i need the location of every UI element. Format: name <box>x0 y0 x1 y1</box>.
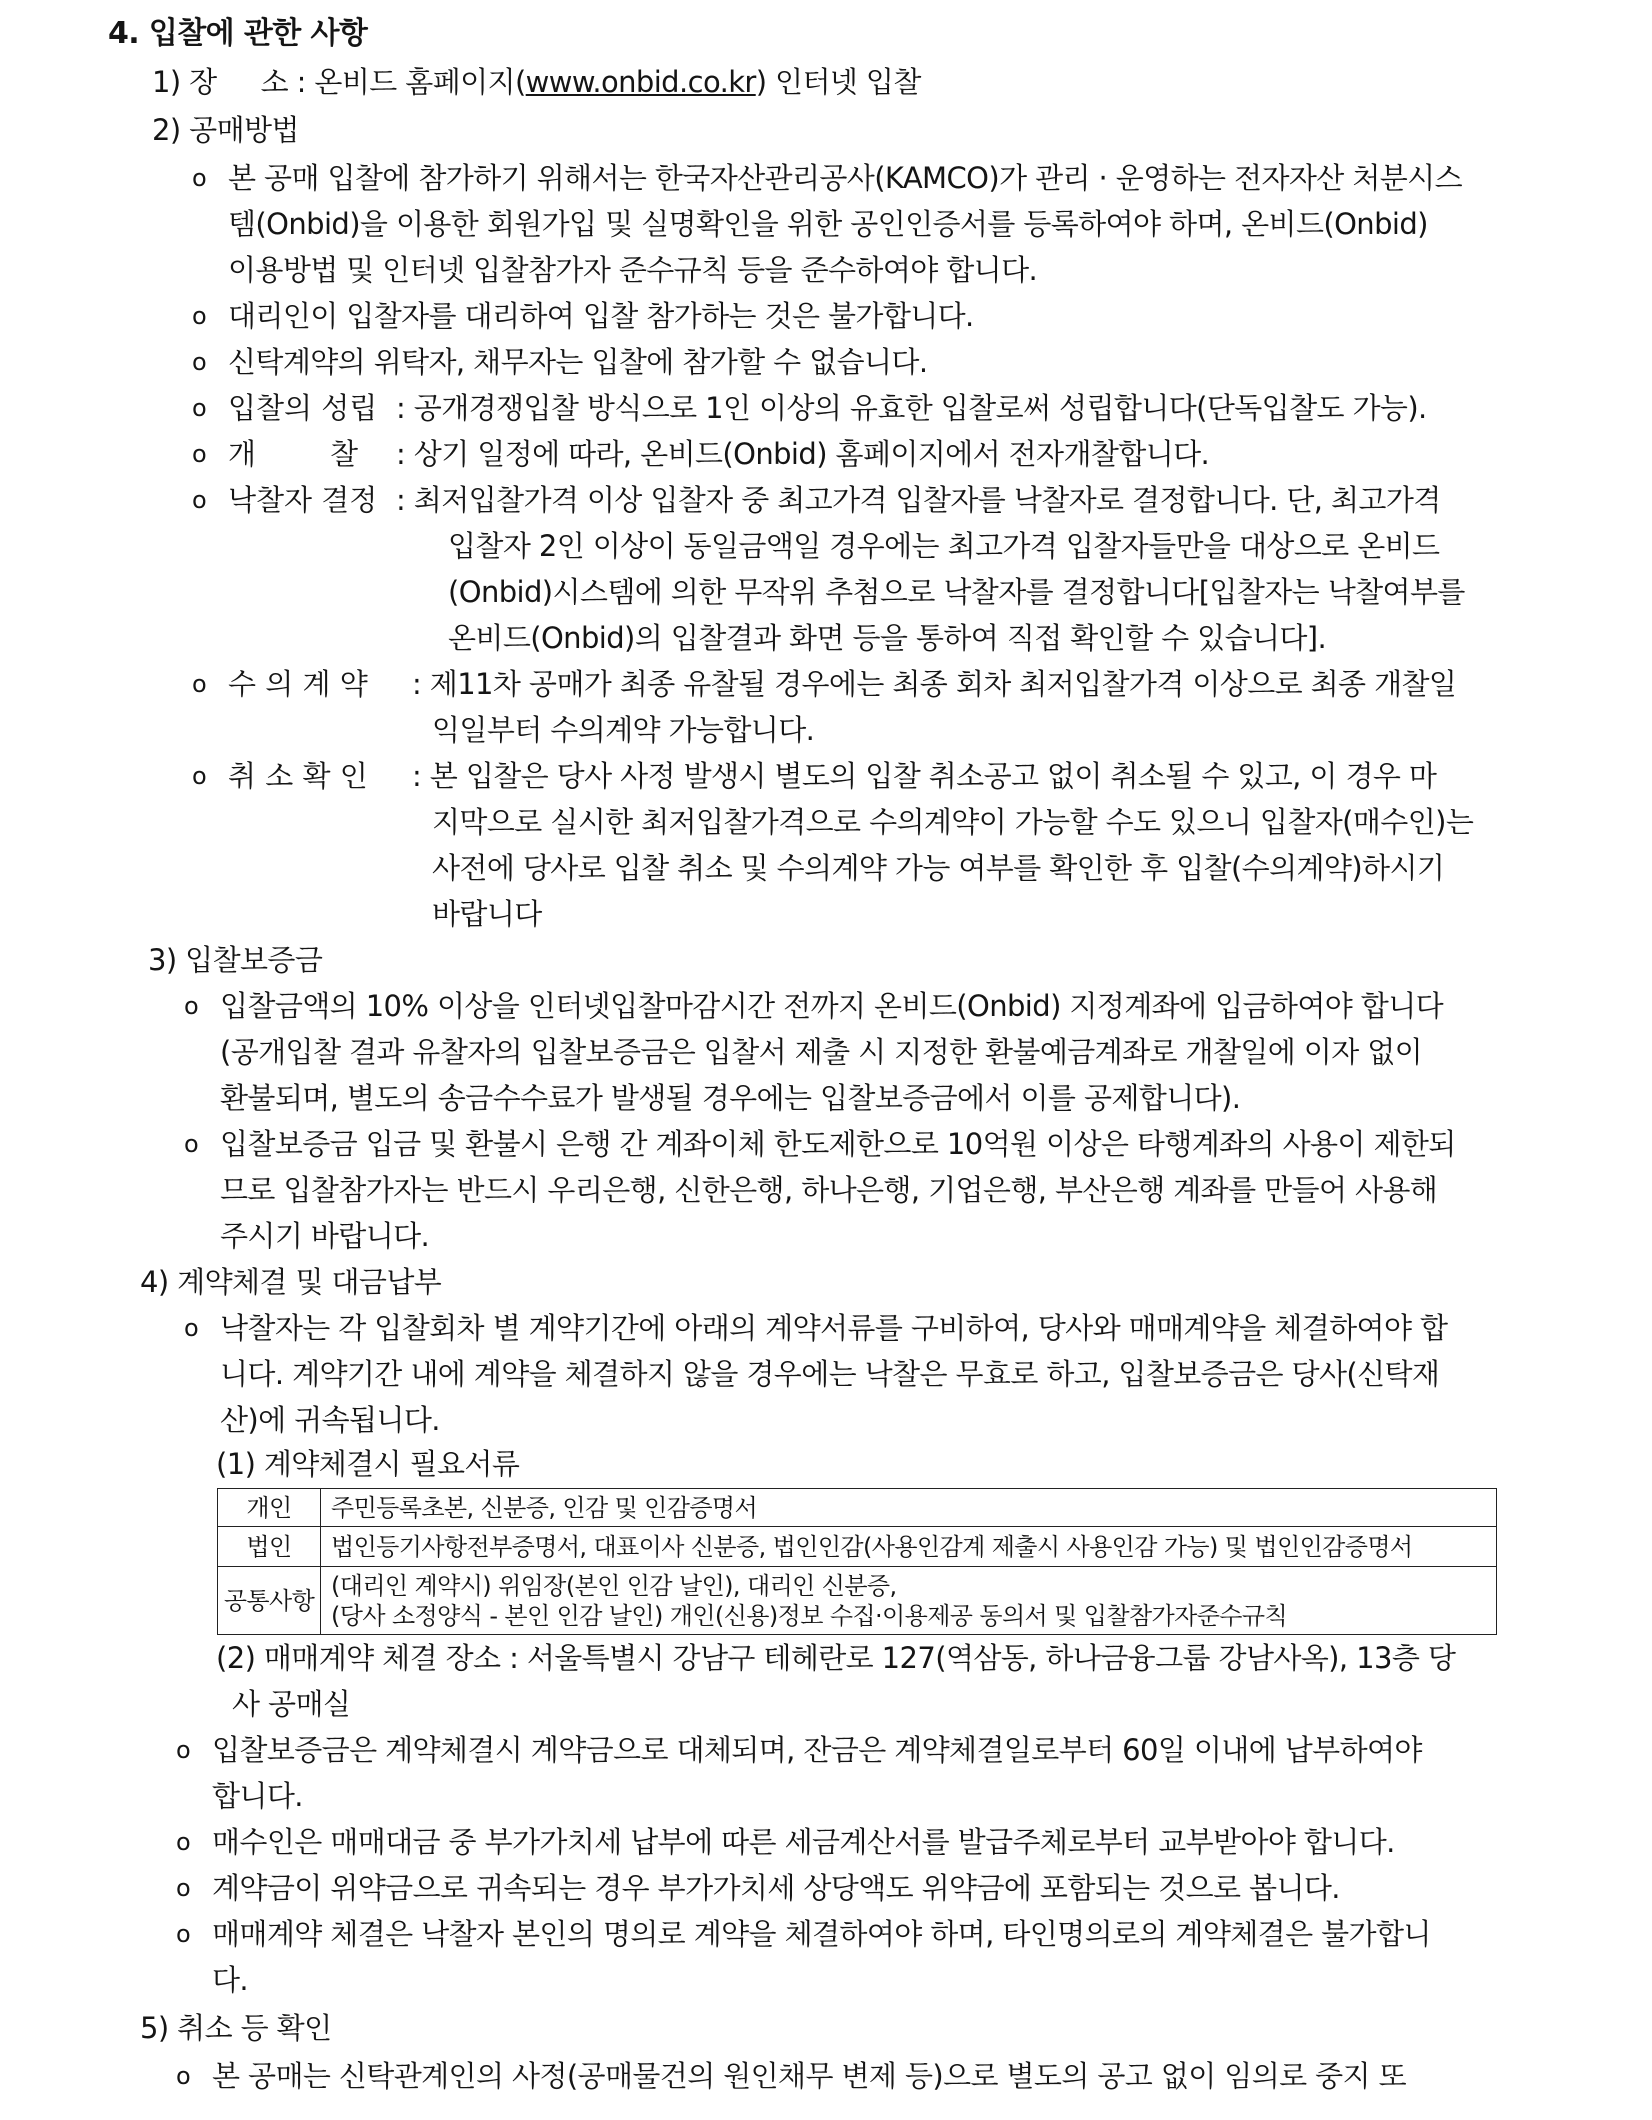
method-para-1-line-3: 이용방법 및 인터넷 입찰참가자 준수규칙 등을 준수하여야 합니다. <box>228 253 1038 287</box>
bullet-icon: o <box>184 1130 199 1158</box>
table-value-cell <box>321 1489 1497 1527</box>
contract-para-1-line-3: 산)에 귀속됩니다. <box>220 1403 440 1437</box>
table-row <box>218 1567 1497 1635</box>
bullet-icon: o <box>184 1314 199 1342</box>
table-key-cell: 개인 <box>218 1489 321 1527</box>
table-value-cell <box>321 1527 1497 1567</box>
location-tail: ) 인터넷 입찰 <box>755 65 921 99</box>
required-docs-subheading: (1) 계약체결시 필요서류 <box>216 1447 520 1481</box>
contract-para-3: 매수인은 매매대금 중 부가가치세 납부에 따른 세금계산서를 발급주체로부터 교부받아야 합니다. <box>212 1825 1395 1859</box>
contract-para-4: 계약금이 위약금으로 귀속되는 경우 부가가치세 상당액도 위약금에 포함되는 것으로 봅니다. <box>212 1871 1340 1905</box>
onbid-link[interactable]: www.onbid.co.kr <box>525 65 756 99</box>
section-title: 4. 입찰에 관한 사항 <box>108 16 368 51</box>
winner-decision-line-2: 입찰자 2인 이상이 동일금액일 경우에는 최고가격 입찰자들만을 대상으로 온비드 <box>448 529 1440 563</box>
required-docs-table <box>217 1488 1497 1635</box>
deposit-para-2-line-1: 입찰보증금 입금 및 환불시 은행 간 계좌이체 한도제한으로 10억원 이상은 타행계좌의 사용이 제한되 <box>220 1127 1456 1161</box>
bullet-icon: o <box>192 486 207 514</box>
bullet-icon: o <box>176 1920 191 1948</box>
cancellation-check-line-2: 지막으로 실시한 최저입찰가격으로 수의계약이 가능할 수도 있으니 입찰자(매수인)는 <box>432 805 1474 839</box>
contract-place-line-2: 사 공매실 <box>232 1687 351 1721</box>
cancellation-check-line-1: : 본 입찰은 당사 사정 발생시 별도의 입찰 취소공고 없이 취소될 수 있고, 이 경우 마 <box>412 759 1437 793</box>
cancellation-check-line-4: 바랍니다 <box>432 897 542 931</box>
deposit-para-2-line-2: 므로 입찰참가자는 반드시 우리은행, 신한은행, 하나은행, 기업은행, 부산은행 계좌를 만들어 사용해 <box>220 1173 1438 1207</box>
deposit-para-1-line-1: 입찰금액의 10% 이상을 인터넷입찰마감시간 전까지 온비드(Onbid) 지정계좌에 입금하여야 합니다 <box>220 989 1444 1023</box>
location-line <box>152 64 921 100</box>
bid-formation-text: : 공개경쟁입찰 방식으로 1인 이상의 유효한 입찰로써 성립합니다(단독입찰도 가능). <box>396 391 1427 425</box>
contract-para-1-line-1: 낙찰자는 각 입찰회차 별 계약기간에 아래의 계약서류를 구비하여, 당사와 매매계약을 체결하여야 합 <box>220 1311 1448 1345</box>
contract-para-2-line-2: 합니다. <box>212 1779 303 1813</box>
table-value-line: (대리인 계약시) 위임장(본인 인감 날인), 대리인 신분증, <box>331 1571 897 1600</box>
private-contract-label: 수 의 계 약 <box>228 667 368 701</box>
method-para-3: 신탁계약의 위탁자, 채무자는 입찰에 참가할 수 없습니다. <box>228 345 928 379</box>
bid-opening-text: : 상기 일정에 따라, 온비드(Onbid) 홈페이지에서 전자개찰합니다. <box>396 437 1210 471</box>
method-para-1-line-1: 본 공매 입찰에 참가하기 위해서는 한국자산관리공사(KAMCO)가 관리 · 운영하는 전자자산 처분시스 <box>228 161 1462 195</box>
bid-opening-label-b: 찰 <box>330 437 359 471</box>
location-number: 1) 장 <box>152 65 217 99</box>
bullet-icon: o <box>176 2062 191 2090</box>
bullet-icon: o <box>192 302 207 330</box>
bid-opening-label-a: 개 <box>228 437 257 471</box>
table-value-line: 법인등기사항전부증명서, 대표이사 신분증, 법인인감(사용인감계 제출시 사용인감 가능) 및 법인인감증명서 <box>331 1532 1413 1561</box>
table-value-line: 주민등록초본, 신분증, 인감 및 인감증명서 <box>331 1493 758 1522</box>
method-para-2: 대리인이 입찰자를 대리하여 입찰 참가하는 것은 불가합니다. <box>228 299 974 333</box>
bullet-icon: o <box>192 762 207 790</box>
bullet-icon: o <box>192 670 207 698</box>
table-row <box>218 1527 1497 1567</box>
cancellation-heading: 5) 취소 등 확인 <box>140 2011 332 2045</box>
bullet-icon: o <box>184 992 199 1020</box>
table-key-cell: 공통사항 <box>218 1567 321 1635</box>
private-contract-line-1: : 제11차 공매가 최종 유찰될 경우에는 최종 회차 최저입찰가격 이상으로 최종 개찰일 <box>412 667 1457 701</box>
bullet-icon: o <box>176 1874 191 1902</box>
cancellation-check-label: 취 소 확 인 <box>228 759 368 793</box>
winner-decision-line-3: (Onbid)시스템에 의한 무작위 추첨으로 낙찰자를 결정합니다[입찰자는 낙찰여부를 <box>448 575 1465 609</box>
cancellation-para-1: 본 공매는 신탁관계인의 사정(공매물건의 원인채무 변제 등)으로 별도의 공고 없이 임의로 중지 또 <box>212 2059 1406 2093</box>
bullet-icon: o <box>192 440 207 468</box>
table-value-cell <box>321 1567 1497 1635</box>
bullet-icon: o <box>192 348 207 376</box>
contract-place-line-1: (2) 매매계약 체결 장소 : 서울특별시 강남구 테헤란로 127(역삼동, 하나금융그룹 강남사옥), 13층 당 <box>216 1641 1456 1675</box>
contract-para-5-line-2: 다. <box>212 1963 249 1997</box>
contract-para-2-line-1: 입찰보증금은 계약체결시 계약금으로 대체되며, 잔금은 계약체결일로부터 60일 이내에 납부하여야 <box>212 1733 1422 1767</box>
bid-formation-label: 입찰의 성립 <box>228 391 378 425</box>
table-key-cell: 법인 <box>218 1527 321 1567</box>
location-text: 소 : 온비드 홈페이지( <box>260 65 526 99</box>
contract-heading: 4) 계약체결 및 대금납부 <box>140 1265 442 1299</box>
bullet-icon: o <box>192 394 207 422</box>
contract-para-1-line-2: 니다. 계약기간 내에 계약을 체결하지 않을 경우에는 낙찰은 무효로 하고, 입찰보증금은 당사(신탁재 <box>220 1357 1440 1391</box>
method-heading: 2) 공매방법 <box>152 113 299 147</box>
deposit-para-1-line-2: (공개입찰 결과 유찰자의 입찰보증금은 입찰서 제출 시 지정한 환불예금계좌로 개찰일에 이자 없이 <box>220 1035 1423 1069</box>
private-contract-line-2: 익일부터 수의계약 가능합니다. <box>432 713 815 747</box>
table-row <box>218 1489 1497 1527</box>
deposit-para-1-line-3: 환불되며, 별도의 송금수수료가 발생될 경우에는 입찰보증금에서 이를 공제합니다). <box>220 1081 1241 1115</box>
contract-para-5-line-1: 매매계약 체결은 낙찰자 본인의 명의로 계약을 체결하여야 하며, 타인명의로의 계약체결은 불가합니 <box>212 1917 1431 1951</box>
deposit-para-2-line-3: 주시기 바랍니다. <box>220 1219 430 1253</box>
bullet-icon: o <box>176 1828 191 1856</box>
bullet-icon: o <box>176 1736 191 1764</box>
winner-decision-line-4: 온비드(Onbid)의 입찰결과 화면 등을 통하여 직접 확인할 수 있습니다]. <box>448 621 1327 655</box>
cancellation-check-line-3: 사전에 당사로 입찰 취소 및 수의계약 가능 여부를 확인한 후 입찰(수의계약)하시기 <box>432 851 1445 885</box>
table-value-line: (당사 소정양식 - 본인 인감 날인) 개인(신용)정보 수집·이용제공 동의서 및 입찰참가자준수규칙 <box>331 1601 1288 1630</box>
method-para-1-line-2: 템(Onbid)을 이용한 회원가입 및 실명확인을 위한 공인인증서를 등록하여야 하며, 온비드(Onbid) <box>228 207 1428 241</box>
winner-decision-line-1: : 최저입찰가격 이상 입찰자 중 최고가격 입찰자를 낙찰자로 결정합니다. 단, 최고가격 <box>396 483 1441 517</box>
deposit-heading: 3) 입찰보증금 <box>148 943 323 977</box>
bullet-icon: o <box>192 164 207 192</box>
winner-decision-label: 낙찰자 결정 <box>228 483 378 517</box>
